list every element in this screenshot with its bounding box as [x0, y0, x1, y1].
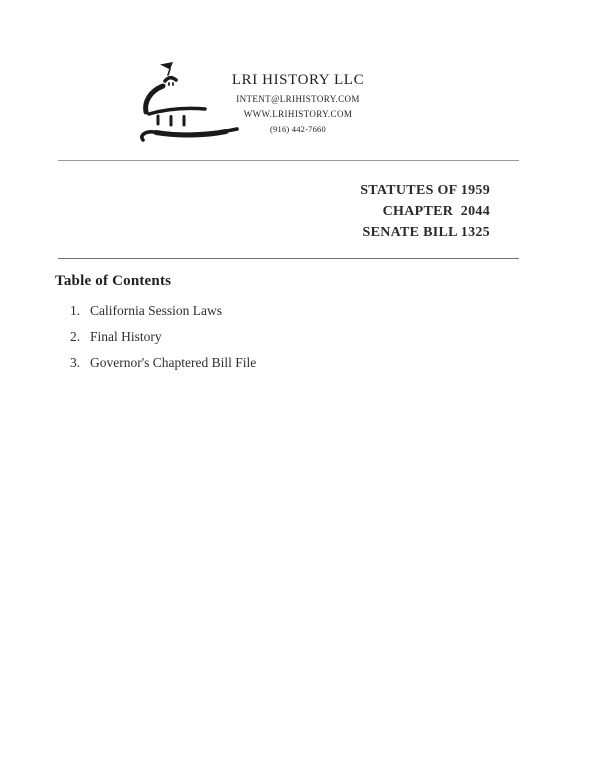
divider-top: [58, 160, 519, 161]
letterhead: [188, 71, 408, 137]
toc-item-label: Governor's Chaptered Bill File: [90, 355, 257, 370]
email-text: INTENT@LRIHISTORY.COM: [236, 94, 360, 104]
toc-item-number: 1.: [70, 303, 81, 318]
reference-block: [360, 180, 490, 243]
toc-list: [55, 298, 515, 376]
toc-item-number: 3.: [70, 355, 81, 370]
toc-item: [70, 324, 515, 350]
senate-bill-line: SENATE BILL 1325: [362, 225, 490, 240]
table-of-contents: [55, 272, 515, 376]
toc-item-label: California Session Laws: [90, 303, 222, 318]
divider-bottom: [58, 258, 519, 259]
toc-item-number: 2.: [70, 329, 81, 344]
company-name: LRI HISTORY LLC: [231, 72, 365, 88]
website-text: WWW.LRIHISTORY.COM: [243, 109, 353, 119]
toc-item: [70, 298, 515, 324]
toc-item: [70, 350, 515, 376]
phone-text: (916) 442-7660: [270, 124, 326, 134]
toc-item-label: Final History: [90, 329, 162, 344]
chapter-line: CHAPTER 2044: [382, 204, 490, 219]
statutes-line: STATUTES OF 1959: [360, 183, 490, 198]
toc-heading: Table of Contents: [55, 273, 172, 289]
